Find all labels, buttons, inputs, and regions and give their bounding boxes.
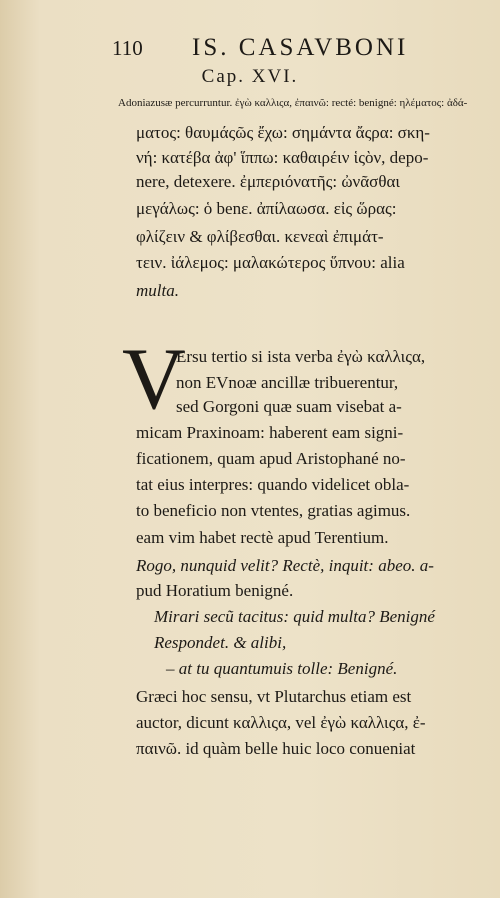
text-line: to beneficio non vtentes, gratias agimus.: [136, 501, 411, 520]
page-number: 110: [112, 36, 143, 60]
running-head: [112, 36, 472, 66]
text-line: μεγάλως: ὁ benε. ἀπίλαωσα. εἰς ὥρας:: [136, 199, 397, 218]
text-line: Adoniazusæ percurruntur. ἐγὼ καλλιςα, ἐπαινῶ: recté: benigné: ηλέματος: ἀδά-: [118, 97, 468, 109]
drop-capital: V: [122, 331, 186, 428]
text-line: νή: κατέβα ἀφ' ἵππω: καθαιρέιν ἱςὸν, depo-: [136, 148, 429, 167]
text-line: auctor, dicunt καλλιςα, vel ἐγὼ καλλιςα, ἐ-: [136, 713, 426, 732]
text-line: multa.: [136, 281, 179, 300]
text-line: Respondet. & alibi,: [154, 633, 287, 652]
text-line: sed Gorgoni quæ suam visebat a-: [176, 397, 402, 416]
text-line: Mirari secũ tacitus: quid multa? Benigné: [154, 607, 435, 626]
running-title: IS. CASAVBONI: [192, 34, 409, 61]
text-line: tat eius interpres: quando videlicet obla-: [136, 475, 410, 494]
text-line: φλίζειν & φλίβεσθαι. κενεαὶ ἐπιμάτ-: [136, 227, 384, 246]
text-line: pud Horatium benigné.: [136, 581, 294, 600]
text-line: eam vim habet rectè apud Terentium.: [136, 528, 389, 547]
text-line: Rogo, nunquid velit? Rectè, inquit: abeo. a-: [136, 556, 434, 575]
text-line: micam Praxinoam: haberent eam signi-: [136, 423, 404, 442]
text-line: Ersu tertio si ista verba ἐγὼ καλλιςα,: [176, 347, 426, 366]
text-line: παινῶ. id quàm belle huic loco conueniat: [136, 739, 416, 758]
text-line: ficationem, quam apud Aristophané no-: [136, 449, 406, 468]
chapter-heading: Cap. XVI.: [201, 66, 299, 87]
text-line: nere, detexere. ἐμπεριόνατῆς: ὠνᾶσθαι: [136, 172, 400, 191]
text-line: τειν. ἰάλεμος: μαλακώτερος ὕπνου: alia: [136, 253, 405, 272]
text-line: Græci hoc sensu, vt Plutarchus etiam est: [136, 687, 412, 706]
text-line: ματος: θαυμάςῶς ἔχω: σημάντα ἄςρα: σκη-: [136, 123, 430, 142]
text-line: – at tu quantumuis tolle: Benigné.: [166, 659, 398, 678]
text-line: non EVnoæ ancillæ tribuerentur,: [176, 373, 399, 392]
